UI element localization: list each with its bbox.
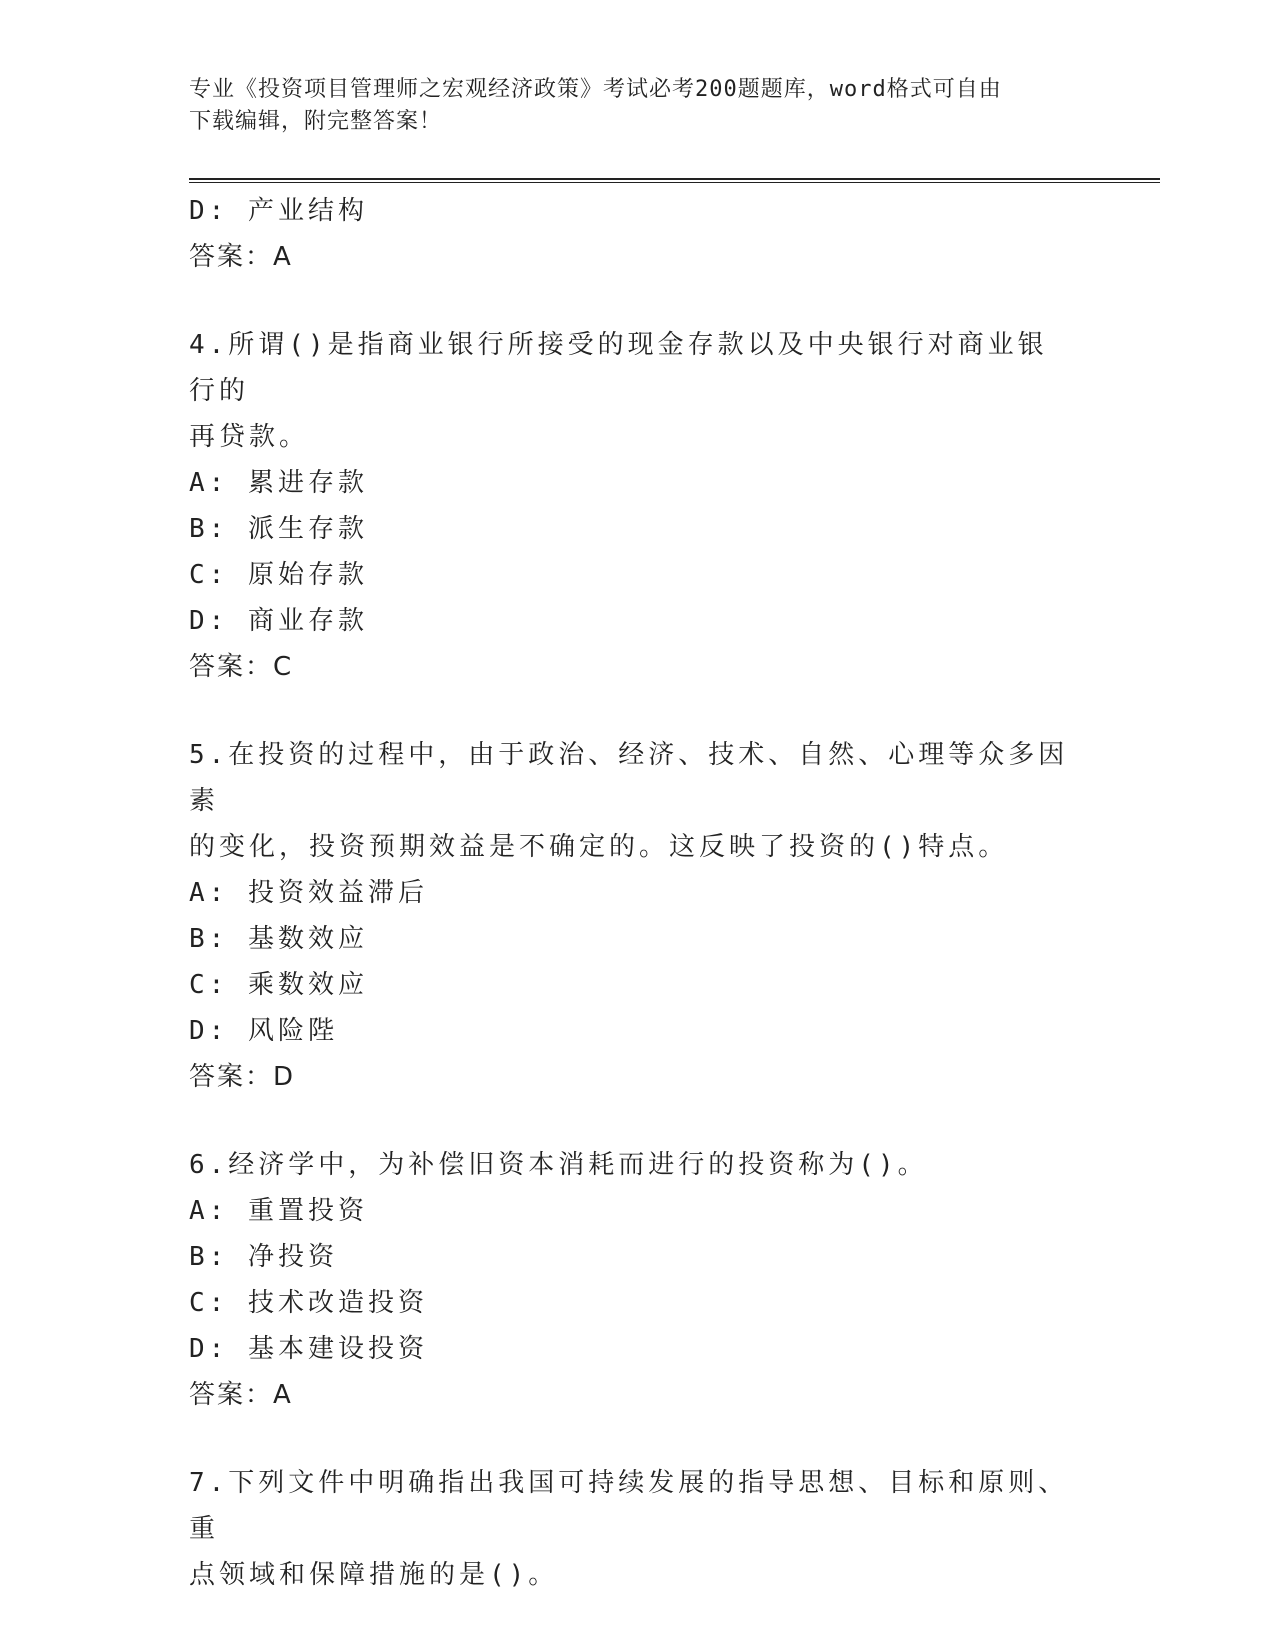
header-line-2: 下载编辑，附完整答案！ — [189, 109, 443, 134]
question-content — [189, 188, 1069, 1598]
option-d: D: 风险陛 — [189, 1016, 338, 1046]
answer-line: 答案：C — [189, 652, 294, 682]
option-d: D: 基本建设投资 — [189, 1334, 428, 1364]
question-4 — [189, 322, 1069, 690]
option-c: C: 原始存款 — [189, 560, 368, 590]
header-rule-thick — [189, 178, 1160, 180]
option-a: A: 累进存款 — [189, 468, 368, 498]
option-d: D: 产业结构 — [189, 196, 368, 226]
spacer — [189, 690, 1069, 732]
question-stem-line: 点领域和保障措施的是()。 — [189, 1560, 559, 1590]
option-c: C: 乘数效应 — [189, 970, 368, 1000]
header-rule-thin — [189, 182, 1160, 183]
question-stem-line: 再贷款。 — [189, 422, 310, 452]
option-c: C: 技术改造投资 — [189, 1288, 428, 1318]
spacer — [189, 1418, 1069, 1460]
option-b: B: 净投资 — [189, 1242, 338, 1272]
option-b: B: 基数效应 — [189, 924, 368, 954]
question-3-tail — [189, 188, 1069, 280]
spacer — [189, 1100, 1069, 1142]
page-header — [189, 74, 1089, 138]
question-stem-line: 的变化，投资预期效益是不确定的。这反映了投资的()特点。 — [189, 832, 1009, 862]
option-a: A: 投资效益滞后 — [189, 878, 428, 908]
question-stem-line: 7.下列文件中明确指出我国可持续发展的指导思想、目标和原则、重 — [189, 1468, 1069, 1544]
answer-line: 答案：A — [189, 1380, 293, 1410]
question-stem-line: 4.所谓()是指商业银行所接受的现金存款以及中央银行对商业银行的 — [189, 330, 1048, 406]
question-stem-line: 5.在投资的过程中，由于政治、经济、技术、自然、心理等众多因素 — [189, 740, 1069, 816]
answer-line: 答案：D — [189, 1062, 296, 1092]
header-line-1: 专业《投资项目管理师之宏观经济政策》考试必考200题题库，word格式可自由 — [189, 77, 1002, 102]
question-stem-line: 6.经济学中，为补偿旧资本消耗而进行的投资称为()。 — [189, 1150, 928, 1180]
answer-line: 答案：A — [189, 242, 293, 272]
question-6 — [189, 1142, 1069, 1418]
question-5 — [189, 732, 1069, 1100]
spacer — [189, 280, 1069, 322]
option-d: D: 商业存款 — [189, 606, 368, 636]
question-7 — [189, 1460, 1069, 1598]
option-a: A: 重置投资 — [189, 1196, 368, 1226]
option-b: B: 派生存款 — [189, 514, 368, 544]
